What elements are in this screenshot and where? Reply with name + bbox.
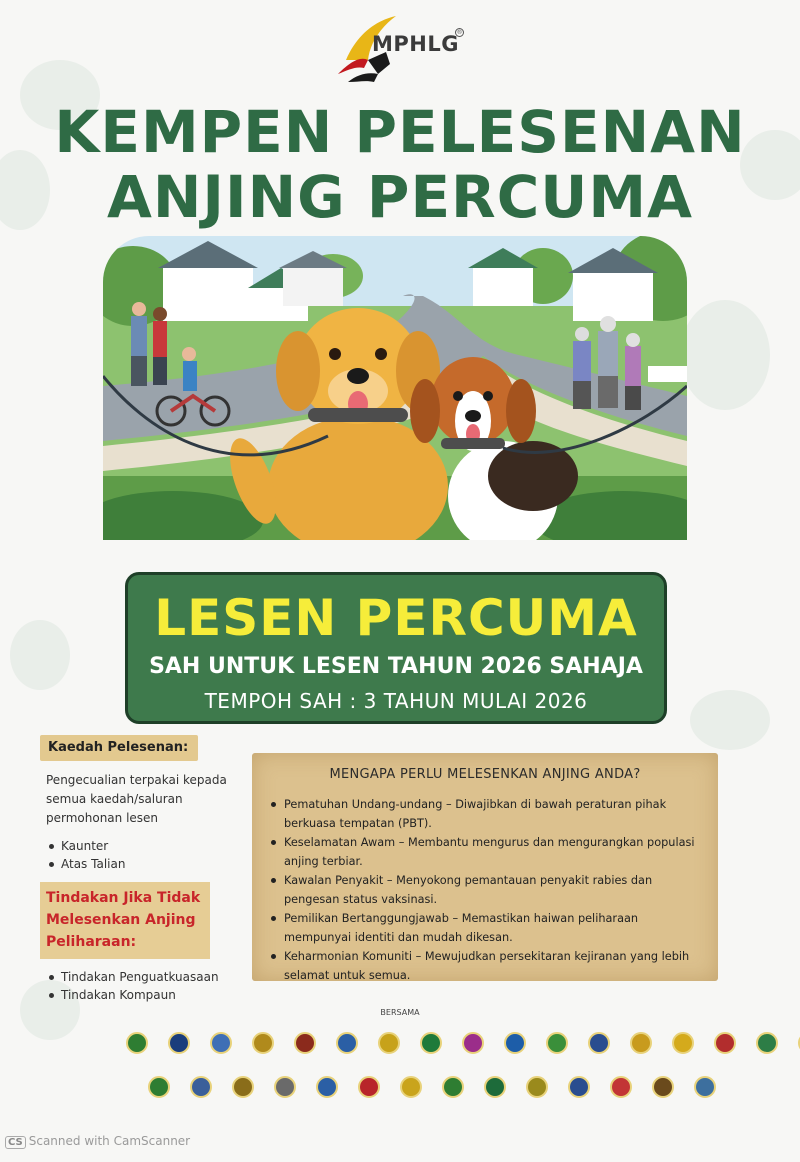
partner-emblem-icon	[348, 1076, 390, 1098]
method-list	[40, 837, 250, 873]
partner-emblem-icon	[788, 1032, 800, 1054]
partner-emblem-icon	[284, 1032, 326, 1054]
action-label: Tindakan Jika Tidak Melesenkan Anjing Peliharaan:	[40, 882, 210, 959]
partner-emblem-icon	[368, 1032, 410, 1054]
partner-emblem-icon	[642, 1076, 684, 1098]
registered-mark-icon: ®	[456, 29, 463, 36]
partner-emblem-icon	[306, 1076, 348, 1098]
partner-emblem-icon	[242, 1032, 284, 1054]
list-item: Kawalan Penyakit – Menyokong pemantauan penyakit rabies dan pengesan status vaksinasi.	[266, 871, 706, 909]
paw-decoration	[680, 300, 770, 410]
why-title: MENGAPA PERLU MELESENKAN ANJING ANDA?	[329, 767, 641, 782]
scanner-text: Scanned with CamScanner	[28, 1134, 191, 1148]
partner-emblem-icon	[684, 1076, 726, 1098]
method-label: Kaedah Pelesenan:	[40, 735, 198, 761]
partner-logos-row	[138, 1076, 726, 1098]
partner-emblem-icon	[222, 1076, 264, 1098]
list-item: Atas Talian	[46, 855, 250, 873]
method-note: Pengecualian terpakai kepada semua kaedah/saluran permohonan lesen	[46, 773, 227, 825]
license-validity: TEMPOH SAH : 3 TAHUN MULAI 2026	[204, 689, 588, 713]
partner-emblem-icon	[494, 1032, 536, 1054]
list-item: Tindakan Penguatkuasaan	[46, 968, 250, 986]
partner-emblem-icon	[410, 1032, 452, 1054]
partner-emblem-icon	[662, 1032, 704, 1054]
action-list	[40, 968, 250, 1004]
partner-emblem-icon	[180, 1076, 222, 1098]
partner-emblem-icon	[452, 1032, 494, 1054]
paw-decoration	[690, 690, 770, 750]
scanner-watermark	[5, 1134, 190, 1149]
list-item: Pemilikan Bertanggungjawab – Memastikan haiwan peliharaan mempunyai identiti dan mudah dikesan.	[266, 909, 706, 947]
partner-logos-row	[116, 1032, 800, 1054]
partner-emblem-icon	[516, 1076, 558, 1098]
partner-emblem-icon	[326, 1032, 368, 1054]
dogs-neighbourhood-illustration	[103, 236, 687, 540]
free-license-banner	[125, 572, 667, 724]
partner-emblem-icon	[536, 1032, 578, 1054]
partner-emblem-icon	[390, 1076, 432, 1098]
campaign-title-line1: KEMPEN PELESENAN	[54, 98, 746, 166]
why-license-panel	[252, 753, 718, 981]
partner-emblem-icon	[600, 1076, 642, 1098]
partner-emblem-icon	[746, 1032, 788, 1054]
partner-emblem-icon	[474, 1076, 516, 1098]
list-item: Kaunter	[46, 837, 250, 855]
partner-emblem-icon	[704, 1032, 746, 1054]
list-item: Keselamatan Awam – Membantu mengurus dan mengurangkan populasi anjing terbiar.	[266, 833, 706, 871]
license-subline: SAH UNTUK LESEN TAHUN 2026 SAHAJA	[149, 654, 643, 679]
partner-emblem-icon	[432, 1076, 474, 1098]
why-list	[266, 795, 706, 985]
licensing-info-column	[40, 735, 250, 1004]
list-item: Tindakan Kompaun	[46, 986, 250, 1004]
brand-name: MPHLG	[372, 32, 459, 56]
partner-emblem-icon	[158, 1032, 200, 1054]
paw-decoration	[10, 620, 70, 690]
campaign-title-line2: ANJING PERCUMA	[107, 163, 693, 231]
partners-label: BERSAMA	[380, 1008, 420, 1017]
partner-emblem-icon	[264, 1076, 306, 1098]
partner-emblem-icon	[116, 1032, 158, 1054]
list-item: Keharmonian Komuniti – Mewujudkan persekitaran kejiranan yang lebih selamat untuk semua.	[266, 947, 706, 985]
partner-emblem-icon	[138, 1076, 180, 1098]
partner-emblem-icon	[200, 1032, 242, 1054]
partner-emblem-icon	[578, 1032, 620, 1054]
partner-emblem-icon	[620, 1032, 662, 1054]
camscanner-badge: CS	[5, 1136, 26, 1149]
license-headline: LESEN PERCUMA	[154, 589, 638, 647]
list-item: Pematuhan Undang-undang – Diwajibkan di bawah peraturan pihak berkuasa tempatan (PBT).	[266, 795, 706, 833]
partner-emblem-icon	[558, 1076, 600, 1098]
